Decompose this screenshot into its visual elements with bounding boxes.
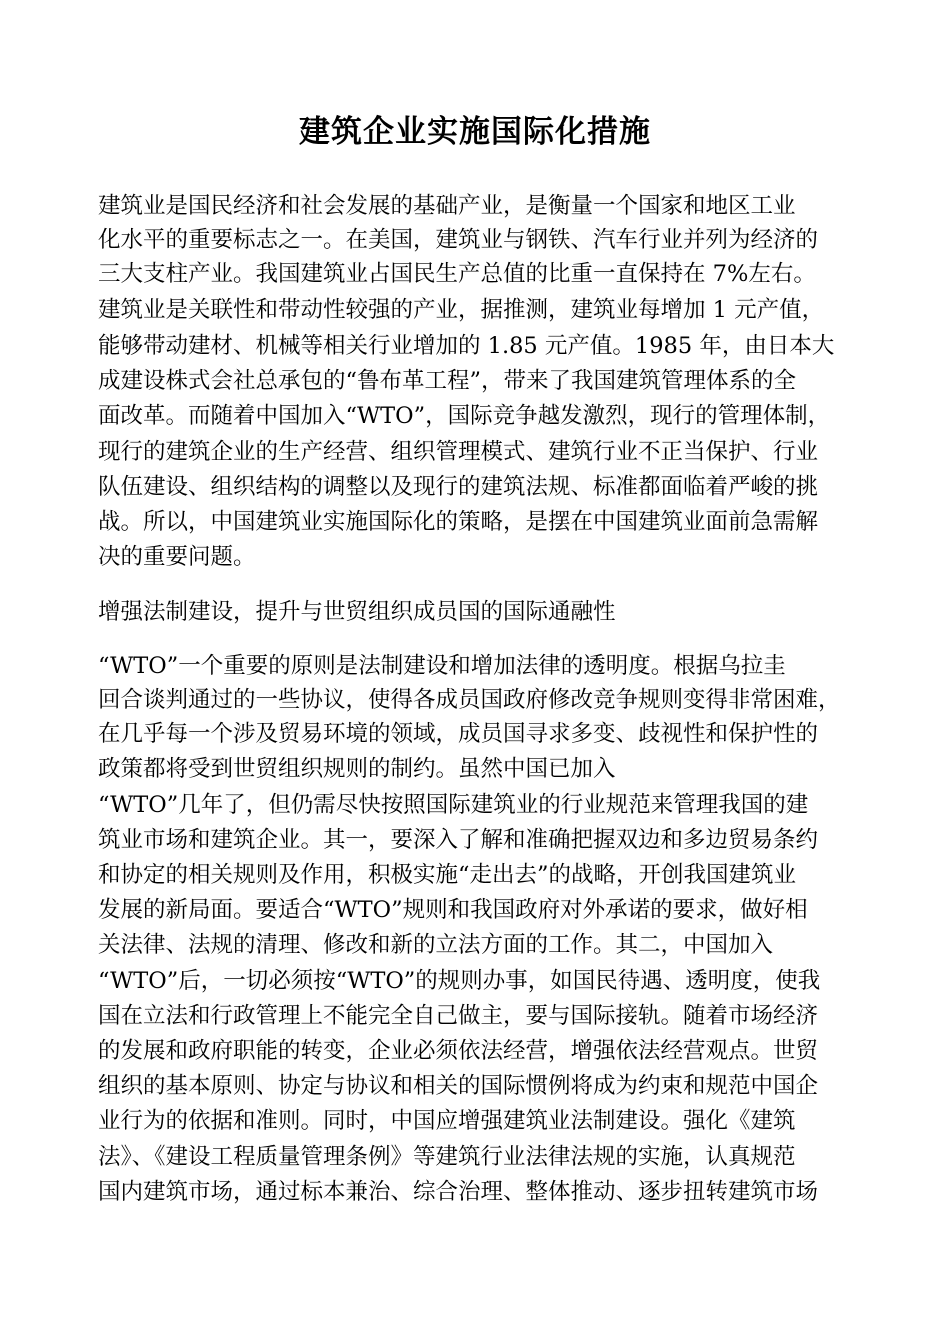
section-heading: 增强法制建设，提升与世贸组织成员国的国际通融性 (98, 599, 616, 625)
body-line: 建筑业是国民经济和社会发展的基础产业，是衡量一个国家和地区工业 (98, 193, 796, 219)
body-line: 面改革。而随着中国加入“WTO”，国际竞争越发激烈，现行的管理体制， (98, 403, 831, 429)
body-line: 的发展和政府职能的转变，企业必须依法经营，增强依法经营观点。世贸 (98, 1038, 819, 1064)
body-line: 现行的建筑企业的生产经营、组织管理模式、建筑行业不正当保护、行业 (98, 439, 819, 465)
body-line: 在几乎每一个涉及贸易环境的领域，成员国寻求多变、歧视性和保护性的 (98, 721, 819, 747)
body-line: 三大支柱产业。我国建筑业占国民生产总值的比重一直保持在 7%左右。 (98, 261, 816, 287)
body-line: 政策都将受到世贸组织规则的制约。虽然中国已加入 (98, 756, 616, 782)
body-line: “WTO”几年了，但仍需尽快按照国际建筑业的行业规范来管理我国的建 (98, 792, 809, 818)
body-line: 建筑业是关联性和带动性较强的产业，据推测，建筑业每增加 1 元产值， (98, 297, 825, 323)
body-line: 成建设株式会社总承包的“鲁布革工程”，带来了我国建筑管理体系的全 (98, 368, 797, 394)
body-line: “WTO”一个重要的原则是法制建设和增加法律的透明度。根据乌拉圭 (98, 653, 786, 679)
body-line: 决的重要问题。 (98, 544, 256, 570)
body-line: 回合谈判通过的一些协议，使得各成员国政府修改竞争规则变得非常困难， (98, 687, 841, 713)
body-line: 业行为的依据和准则。同时，中国应增强建筑业法制建设。强化《建筑 (98, 1108, 796, 1134)
body-line: 和协定的相关规则及作用，积极实施“走出去”的战略，开创我国建筑业 (98, 862, 797, 888)
body-line: 国在立法和行政管理上不能完全自己做主，要与国际接轨。随着市场经济 (98, 1003, 819, 1029)
body-line: 发展的新局面。要适合“WTO”规则和我国政府对外承诺的要求，做好相 (98, 897, 808, 923)
body-line: 关法律、法规的清理、修改和新的立法方面的工作。其二，中国加入 (98, 932, 774, 958)
body-line: 法》、《建设工程质量管理条例》等建筑行业法律法规的实施，认真规范 (98, 1144, 796, 1170)
body-line: 组织的基本原则、协定与协议和相关的国际惯例将成为约束和规范中国企 (98, 1073, 819, 1099)
body-line: 筑业市场和建筑企业。其一，要深入了解和准确把握双边和多边贸易条约 (98, 827, 819, 853)
body-line: 能够带动建材、机械等相关行业增加的 1.85 元产值。1985 年，由日本大 (98, 333, 835, 359)
body-line: “WTO”后，一切必须按“WTO”的规则办事，如国民待遇、透明度，使我 (98, 968, 821, 994)
body-line: 战。所以，中国建筑业实施国际化的策略，是摆在中国建筑业面前急需解 (98, 509, 819, 535)
body-line: 队伍建设、组织结构的调整以及现行的建筑法规、标准都面临着严峻的挑 (98, 474, 819, 500)
document-title: 建筑企业实施国际化措施 (299, 114, 651, 150)
body-line: 国内建筑市场，通过标本兼治、综合治理、整体推动、逐步扭转建筑市场 (98, 1179, 819, 1205)
body-line: 化水平的重要标志之一。在美国，建筑业与钢铁、汽车行业并列为经济的 (98, 227, 819, 253)
